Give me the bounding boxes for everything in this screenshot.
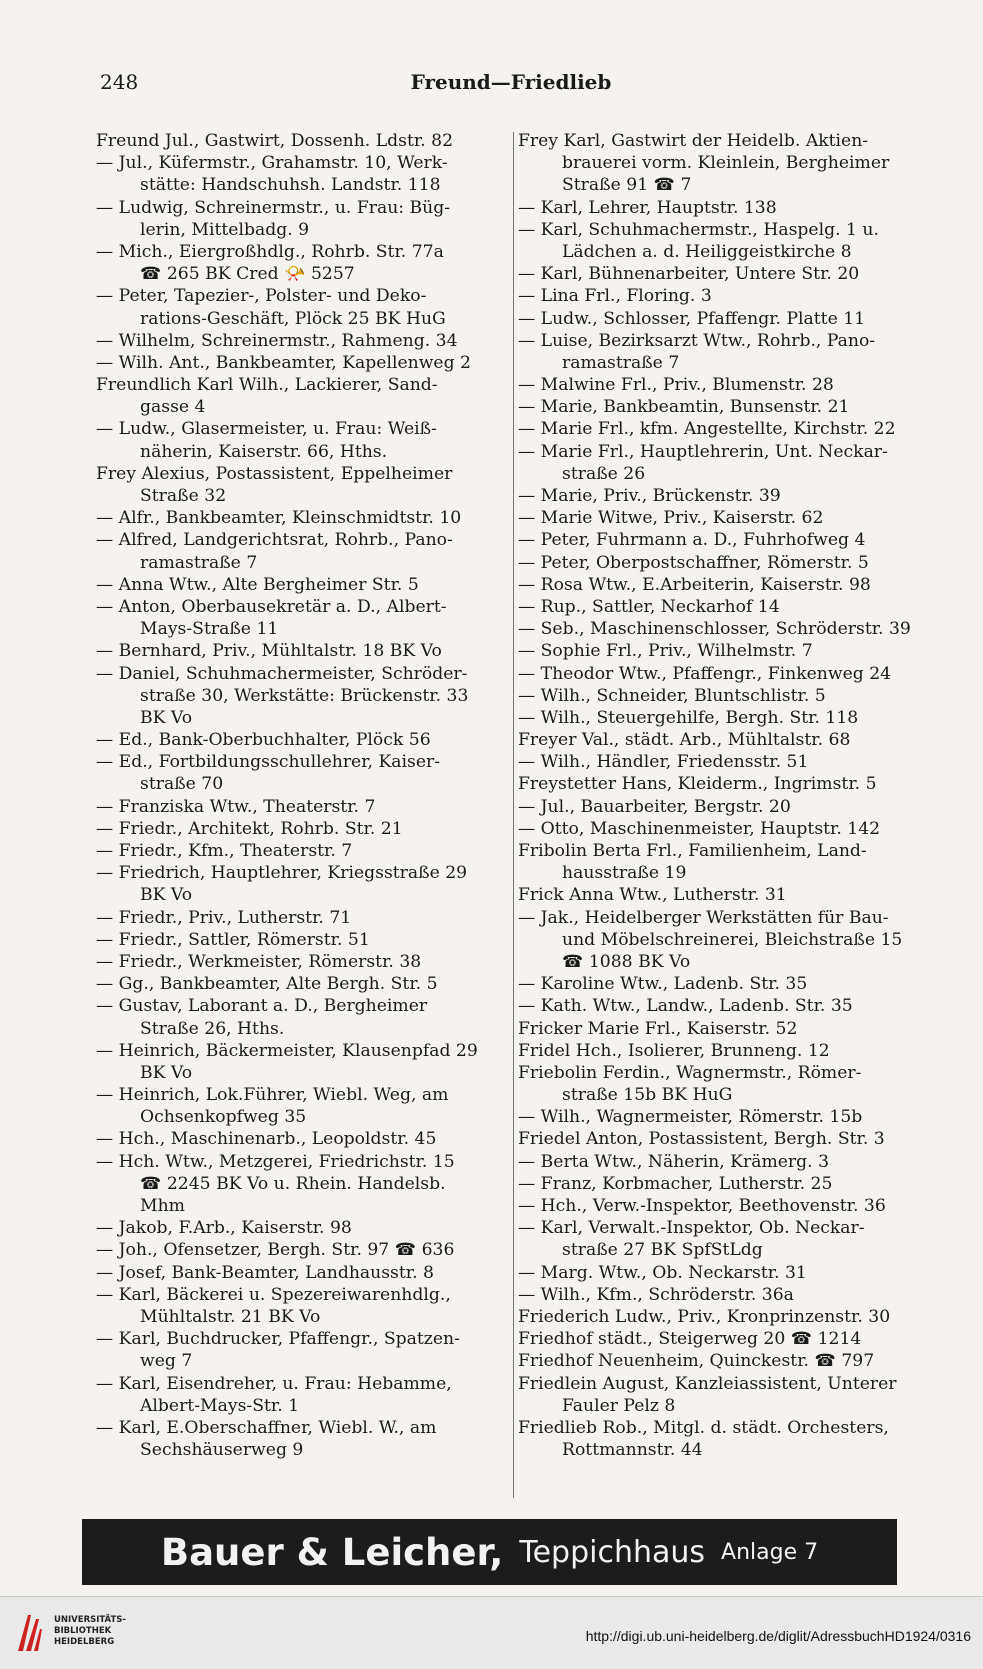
directory-line: Freystetter Hans, Kleiderm., Ingrimstr. 5 <box>518 774 877 795</box>
directory-line: — Karl, Buchdrucker, Pfaffengr., Spatzen- <box>96 1329 460 1350</box>
directory-line: — Hch., Maschinenarb., Leopoldstr. 45 <box>96 1129 437 1150</box>
directory-line: — Gustav, Laborant a. D., Bergheimer <box>96 996 428 1017</box>
directory-line: brauerei vorm. Kleinlein, Bergheimer <box>562 153 890 174</box>
page-header <box>100 70 922 104</box>
ad-firm: Bauer & Leicher, <box>160 1530 504 1574</box>
directory-line: gasse 4 <box>140 397 206 418</box>
directory-line: Frey Karl, Gastwirt der Heidelb. Aktien- <box>518 131 869 151</box>
directory-line: Friederich Ludw., Priv., Kronprinzenstr. 30 <box>518 1306 891 1327</box>
directory-line: — Malwine Frl., Priv., Blumenstr. 28 <box>518 375 834 396</box>
directory-line: Rottmannstr. 44 <box>562 1440 703 1461</box>
directory-line: — Wilh., Wagnermeister, Römerstr. 15b <box>518 1107 863 1128</box>
directory-line: — Marg. Wtw., Ob. Neckarstr. 31 <box>518 1262 807 1283</box>
directory-line: — Peter, Oberpostschaffner, Römerstr. 5 <box>518 552 869 573</box>
directory-line: BK Vo <box>140 707 193 728</box>
column-divider <box>513 132 514 1498</box>
ad-annex: Anlage 7 <box>721 1539 819 1565</box>
directory-line: — Friedr., Kfm., Theaterstr. 7 <box>96 841 353 861</box>
directory-line: — Marie Witwe, Priv., Kaiserstr. 62 <box>518 508 824 529</box>
directory-line: Fribolin Berta Frl., Familienheim, Land- <box>518 841 867 861</box>
library-line: HEIDELBERG <box>54 1637 115 1647</box>
directory-line: — Anna Wtw., Alte Bergheimer Str. 5 <box>96 574 419 595</box>
directory-line: — Ed., Bank-Oberbuchhalter, Plöck 56 <box>96 730 431 751</box>
directory-line: — Seb., Maschinenschlosser, Schröderstr. 39 <box>518 619 911 640</box>
directory-line: straße 26 <box>562 463 646 484</box>
directory-line: — Jul., Küfermstr., Grahamstr. 10, Werk- <box>96 153 448 174</box>
directory-line: — Karoline Wtw., Ladenb. Str. 35 <box>518 974 808 995</box>
directory-line: — Wilhelm, Schreinermstr., Rahmeng. 34 <box>96 330 458 351</box>
directory-line: Friedlein August, Kanzleiassistent, Unterer <box>518 1373 897 1394</box>
directory-line: ☎ 1088 BK Vo <box>562 951 691 972</box>
directory-line: ☎ 2245 BK Vo u. Rhein. Handelsb. <box>140 1173 446 1194</box>
directory-line: — Wilh., Steuergehilfe, Bergh. Str. 118 <box>518 707 859 728</box>
directory-line: — Karl, Verwalt.-Inspektor, Ob. Neckar- <box>518 1218 865 1239</box>
directory-line: Mays-Straße 11 <box>140 619 279 640</box>
directory-line: — Anton, Oberbausekretär a. D., Albert- <box>96 596 447 617</box>
directory-line: — Franziska Wtw., Theaterstr. 7 <box>96 796 376 817</box>
directory-line: Friebolin Ferdin., Wagnermstr., Römer- <box>518 1062 862 1083</box>
directory-line: weg 7 <box>140 1351 193 1372</box>
directory-line: — Jakob, F.Arb., Kaiserstr. 98 <box>96 1218 352 1239</box>
directory-line: Straße 91 ☎ 7 <box>562 175 692 196</box>
directory-line: — Marie, Bankbeamtin, Bunsenstr. 21 <box>518 397 850 418</box>
directory-line: — Jak., Heidelberger Werkstätten für Bau- <box>518 907 889 928</box>
directory-line: — Friedr., Priv., Lutherstr. 71 <box>96 907 352 928</box>
directory-line: BK Vo <box>140 885 193 906</box>
directory-line: — Kath. Wtw., Landw., Ladenb. Str. 35 <box>518 996 853 1017</box>
left-column <box>96 130 498 1461</box>
directory-line: hausstraße 19 <box>562 863 687 884</box>
directory-line: — Marie Frl., kfm. Angestellte, Kirchstr. 22 <box>518 419 896 440</box>
directory-line: — Friedr., Werkmeister, Römerstr. 38 <box>96 951 422 972</box>
advertisement-banner <box>82 1519 897 1585</box>
directory-line: — Wilh., Kfm., Schröderstr. 36a <box>518 1284 794 1305</box>
directory-line: Frey Alexius, Postassistent, Eppelheimer <box>96 463 453 484</box>
directory-line: — Joh., Ofensetzer, Bergh. Str. 97 ☎ 636 <box>96 1240 455 1261</box>
directory-line: — Wilh., Händler, Friedensstr. 51 <box>518 752 809 773</box>
right-column <box>518 130 928 1461</box>
directory-line: — Friedr., Architekt, Rohrb. Str. 21 <box>96 818 403 839</box>
directory-line: — Friedrich, Hauptlehrer, Kriegsstraße 29 <box>96 863 468 884</box>
directory-line: Freyer Val., städt. Arb., Mühltalstr. 68 <box>518 730 851 751</box>
directory-line: Mühltalstr. 21 BK Vo <box>140 1306 321 1327</box>
directory-line: straße 70 <box>140 774 224 795</box>
directory-line: — Franz, Korbmacher, Lutherstr. 25 <box>518 1173 833 1194</box>
directory-line: Ochsenkopfweg 35 <box>140 1107 307 1128</box>
directory-line: — Berta Wtw., Näherin, Krämerg. 3 <box>518 1151 830 1172</box>
directory-line: Freund Jul., Gastwirt, Dossenh. Ldstr. 82 <box>96 131 454 151</box>
university-library-logo-icon <box>14 1611 44 1655</box>
directory-line: Albert-Mays-Str. 1 <box>140 1395 300 1416</box>
directory-line: — Alfr., Bankbeamter, Kleinschmidtstr. 10 <box>96 508 462 529</box>
directory-line: — Karl, Lehrer, Hauptstr. 138 <box>518 197 777 218</box>
directory-line: Fricker Marie Frl., Kaiserstr. 52 <box>518 1018 798 1039</box>
directory-line: — Hch., Verw.-Inspektor, Beethovenstr. 36 <box>518 1196 886 1216</box>
directory-line: — Ed., Fortbildungsschullehrer, Kaiser- <box>96 752 441 773</box>
directory-line: — Otto, Maschinenmeister, Hauptstr. 142 <box>518 818 881 839</box>
directory-line: — Alfred, Landgerichtsrat, Rohrb., Pano- <box>96 530 453 551</box>
source-url-link[interactable]: http://digi.ub.uni-heidelberg.de/diglit/AdressbuchHD1924/0316 <box>585 1628 971 1644</box>
directory-line: — Heinrich, Bäckermeister, Klausenpfad 29 <box>96 1040 478 1061</box>
directory-line: — Peter, Fuhrmann a. D., Fuhrhofweg 4 <box>518 530 866 551</box>
directory-line: Straße 32 <box>140 486 227 506</box>
library-line: UNIVERSITÄTS- <box>54 1615 126 1625</box>
directory-line: straße 30, Werkstätte: Brückenstr. 33 <box>140 685 469 706</box>
directory-line: — Marie Frl., Hauptlehrerin, Unt. Neckar- <box>518 441 888 462</box>
directory-line: — Ludw., Glasermeister, u. Frau: Weiß- <box>96 419 437 440</box>
viewer-footer <box>0 1596 983 1669</box>
directory-line: — Rosa Wtw., E.Arbeiterin, Kaiserstr. 98 <box>518 574 871 595</box>
directory-line: Friedel Anton, Postassistent, Bergh. Str. 3 <box>518 1129 885 1150</box>
directory-line: — Daniel, Schuhmachermeister, Schröder- <box>96 663 468 684</box>
directory-line: — Karl, Schuhmachermstr., Haspelg. 1 u. <box>518 219 879 240</box>
directory-line: ramastraße 7 <box>562 352 680 373</box>
directory-line: — Ludwig, Schreinermstr., u. Frau: Büg- <box>96 197 451 218</box>
directory-line: Mhm <box>140 1196 185 1216</box>
directory-line: — Lina Frl., Floring. 3 <box>518 286 712 307</box>
directory-line: — Wilh., Schneider, Bluntschlistr. 5 <box>518 685 826 706</box>
directory-line: — Marie, Priv., Brückenstr. 39 <box>518 486 781 506</box>
directory-line: — Karl, Bäckerei u. Spezereiwarenhdlg., <box>96 1284 451 1305</box>
directory-line: Fridel Hch., Isolierer, Brunneng. 12 <box>518 1040 830 1061</box>
directory-line: Lädchen a. d. Heiliggeistkirche 8 <box>562 241 852 262</box>
directory-line: ramastraße 7 <box>140 552 258 573</box>
directory-line: rations-Geschäft, Plöck 25 BK HuG <box>140 308 446 329</box>
directory-line: — Ludw., Schlosser, Pfaffengr. Platte 11 <box>518 308 866 329</box>
directory-line: — Wilh. Ant., Bankbeamter, Kapellenweg 2 <box>96 352 471 373</box>
library-name <box>54 1615 126 1648</box>
directory-line: — Hch. Wtw., Metzgerei, Friedrichstr. 15 <box>96 1151 455 1172</box>
directory-line: — Rup., Sattler, Neckarhof 14 <box>518 596 780 617</box>
directory-line: lerin, Mittelbadg. 9 <box>140 219 310 240</box>
directory-line: straße 15b BK HuG <box>562 1085 733 1106</box>
directory-line: und Möbelschreinerei, Bleichstraße 15 <box>562 929 903 950</box>
page-title: Freund—Friedlieb <box>410 70 612 94</box>
directory-line: — Heinrich, Lok.Führer, Wiebl. Weg, am <box>96 1085 449 1106</box>
directory-line: — Friedr., Sattler, Römerstr. 51 <box>96 929 370 950</box>
directory-line: — Mich., Eiergroßhdlg., Rohrb. Str. 77a <box>96 241 444 262</box>
directory-line: Sechshäuserweg 9 <box>140 1440 304 1461</box>
directory-line: Fauler Pelz 8 <box>562 1395 676 1416</box>
directory-line: — Josef, Bank-Beamter, Landhausstr. 8 <box>96 1262 434 1283</box>
directory-line: Straße 26, Hths. <box>140 1018 285 1039</box>
directory-line: Friedlieb Rob., Mitgl. d. städt. Orchesters, <box>518 1417 889 1438</box>
directory-line: straße 27 BK SpfStLdg <box>562 1240 763 1261</box>
directory-line: — Karl, E.Oberschaffner, Wiebl. W., am <box>96 1417 437 1438</box>
directory-line: — Karl, Eisendreher, u. Frau: Hebamme, <box>96 1373 452 1394</box>
directory-line: — Jul., Bauarbeiter, Bergstr. 20 <box>518 796 791 817</box>
directory-line: — Karl, Bühnenarbeiter, Untere Str. 20 <box>518 264 860 285</box>
directory-line: — Gg., Bankbeamter, Alte Bergh. Str. 5 <box>96 974 438 995</box>
directory-line: Friedhof städt., Steigerweg 20 ☎ 1214 <box>518 1329 862 1350</box>
directory-line: ☎ 265 BK Cred 📯 5257 <box>140 264 355 285</box>
directory-line: stätte: Handschuhsh. Landstr. 118 <box>140 175 441 196</box>
directory-line: näherin, Kaiserstr. 66, Hths. <box>140 441 388 462</box>
directory-line: Freundlich Karl Wilh., Lackierer, Sand- <box>96 375 438 396</box>
directory-line: BK Vo <box>140 1062 193 1083</box>
directory-line: Frick Anna Wtw., Lutherstr. 31 <box>518 885 787 906</box>
directory-line: — Theodor Wtw., Pfaffengr., Finkenweg 24 <box>518 663 892 684</box>
directory-line: — Sophie Frl., Priv., Wilhelmstr. 7 <box>518 641 813 662</box>
directory-line: — Luise, Bezirksarzt Wtw., Rohrb., Pano- <box>518 330 876 351</box>
directory-line: — Peter, Tapezier-, Polster- und Deko- <box>96 286 427 307</box>
library-line: BIBLIOTHEK <box>54 1626 112 1636</box>
ad-kind: Teppichhaus <box>519 1534 706 1570</box>
directory-line: Friedhof Neuenheim, Quinckestr. ☎ 797 <box>518 1351 875 1372</box>
directory-line: — Bernhard, Priv., Mühltalstr. 18 BK Vo <box>96 641 442 662</box>
page-number: 248 <box>100 70 139 94</box>
